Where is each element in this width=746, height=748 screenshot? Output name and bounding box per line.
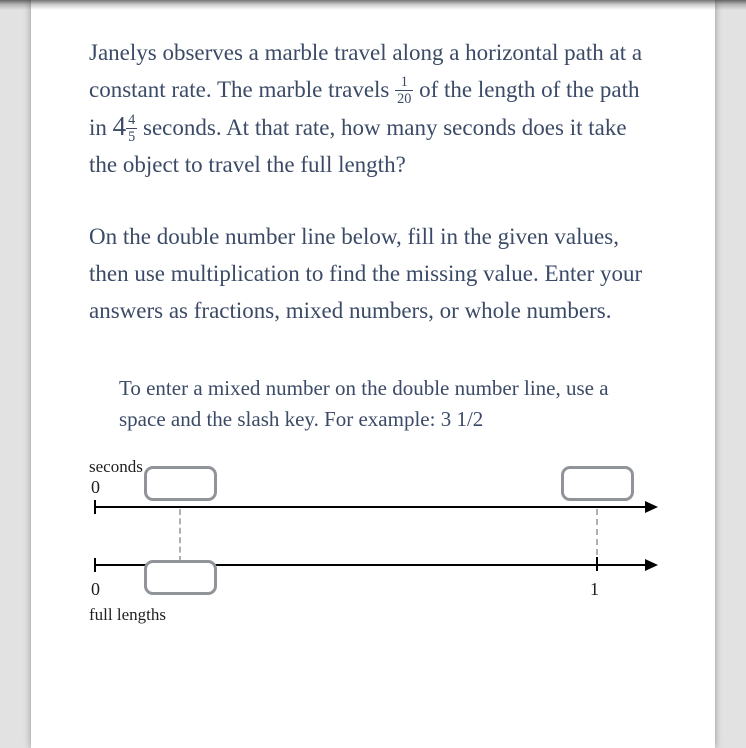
top-origin-label: 0: [91, 477, 100, 497]
top-axis-label: seconds: [89, 457, 143, 476]
content-area: [31, 0, 715, 629]
fraction-denominator: 5: [128, 129, 136, 146]
bottom-line-one-tick: [596, 557, 598, 571]
fraction-1-20: [395, 74, 413, 108]
bottom-origin-label: 0: [91, 579, 100, 599]
problem-text-part2: of the length of the path in: [89, 77, 640, 140]
bottom-axis-label: full lengths: [89, 605, 166, 624]
instructions-paragraph: On the double number line below, fill in the given values, then use multiplication to find the missing value. Enter your answers as fractions, mixed numbers, or whole numbers.: [89, 224, 643, 323]
worksheet-page: [31, 0, 715, 748]
page-top-shadow: [0, 0, 746, 10]
problem-text-part1: Janelys observes a marble travel along a horizontal path at a constant rate. The marble travels: [89, 40, 643, 102]
top-number-line: [94, 506, 647, 508]
top-right-answer-input[interactable]: [561, 466, 634, 501]
fraction-numerator: 1: [395, 74, 413, 91]
top-line-origin-tick: [94, 500, 96, 514]
bottom-end-label: 1: [590, 579, 599, 599]
left-dashed-connector: [179, 509, 181, 562]
bottom-line-origin-tick: [94, 558, 96, 572]
double-number-line: [89, 457, 659, 629]
fraction-denominator: 20: [397, 91, 412, 108]
fraction-numerator: 4: [128, 112, 136, 129]
top-line-arrow-icon: [645, 501, 658, 513]
fraction-4-5: [126, 112, 137, 146]
mixed-number-whole: 4: [112, 111, 127, 141]
bottom-left-answer-input[interactable]: [144, 560, 217, 595]
right-dashed-connector: [596, 509, 598, 555]
problem-statement: [89, 34, 659, 183]
top-left-answer-input[interactable]: [144, 466, 217, 501]
problem-text-part3: seconds. At that rate, how many seconds does it take the object to travel the full length?: [89, 115, 627, 177]
bottom-line-arrow-icon: [645, 559, 658, 571]
mixed-number-hint: To enter a mixed number on the double number line, use a space and the slash key. For example: 3 1/2: [119, 376, 609, 431]
